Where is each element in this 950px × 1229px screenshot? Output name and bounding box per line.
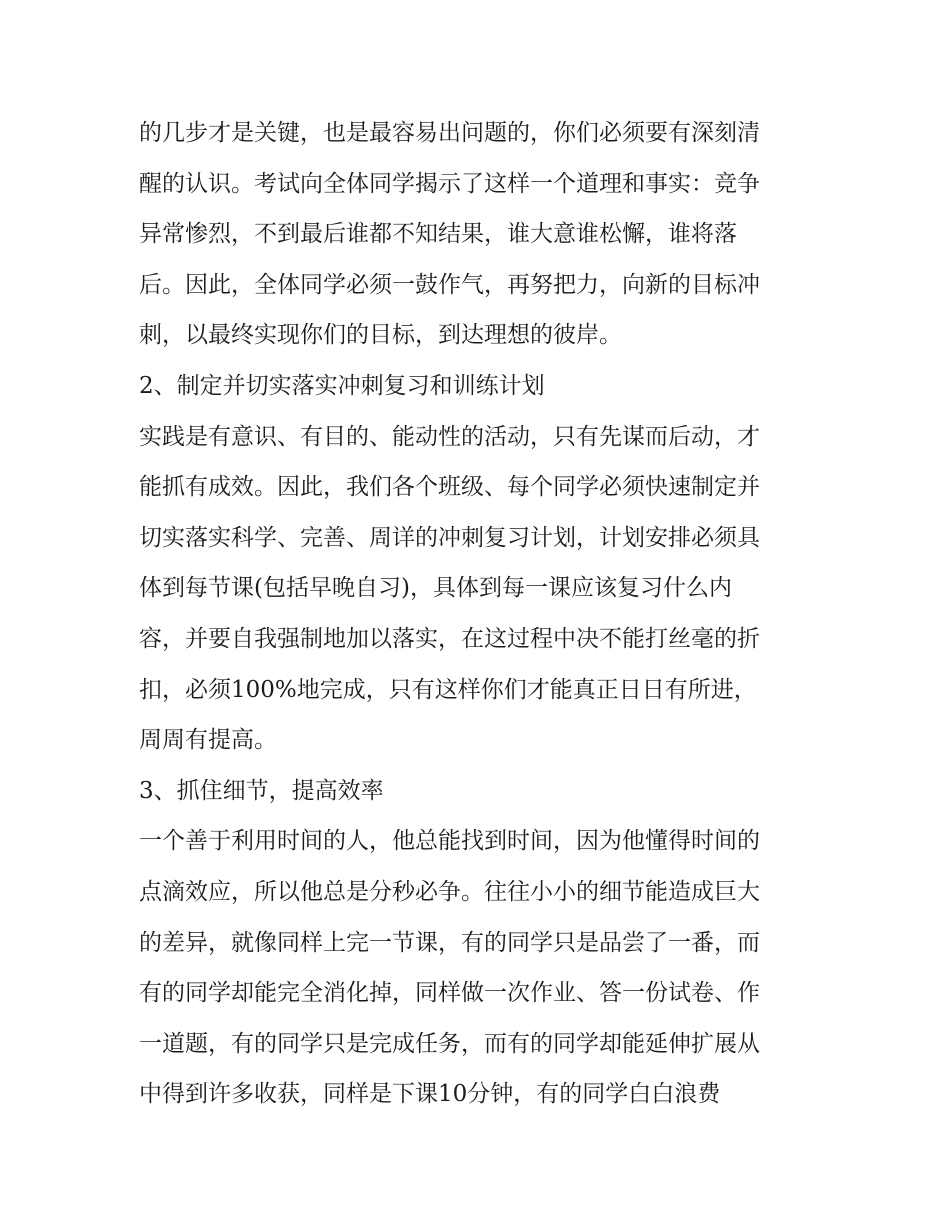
text-line: 一道题，有的同学只是完成任务，而有的同学却能延伸扩展从 bbox=[139, 1030, 760, 1057]
text-line: 醒的认识。考试向全体同学揭示了这样一个道理和事实：竞争 bbox=[139, 170, 760, 197]
text-line: 点滴效应，所以他总是分秒必争。往往小小的细节能造成巨大 bbox=[139, 878, 760, 905]
text-line: 实践是有意识、有目的、能动性的活动，只有先谋而后动，才 bbox=[139, 423, 760, 450]
text-line: 有的同学却能完全消化掉，同样做一次作业、答一份试卷、作 bbox=[139, 980, 760, 1007]
document-body bbox=[139, 108, 819, 1120]
text-line: 体到每节课(包括早晚自习)，具体到每一课应该复习什么内 bbox=[139, 575, 732, 602]
text-line: 一个善于利用时间的人，他总能找到时间，因为他懂得时间的 bbox=[139, 828, 760, 855]
text-line: 容，并要自我强制地加以落实，在这过程中决不能打丝毫的折 bbox=[139, 625, 760, 652]
text-line: 切实落实科学、完善、周详的冲刺复习计划，计划安排必须具 bbox=[139, 524, 760, 551]
section-heading-3: 3、抓住细节，提高效率 bbox=[139, 777, 384, 804]
text-line: 的差异，就像同样上完一节课，有的同学只是品尝了一番，而 bbox=[139, 929, 760, 956]
text-line: 的几步才是关键，也是最容易出问题的，你们必须要有深刻清 bbox=[139, 120, 760, 146]
text-line: 后。因此，全体同学必须一鼓作气，再努把力，向新的目标冲 bbox=[139, 271, 760, 298]
text-line: 能抓有成效。因此，我们各个班级、每个同学必须快速制定并 bbox=[139, 474, 760, 501]
section-heading-2: 2、制定并切实落实冲刺复习和训练计划 bbox=[139, 372, 545, 399]
text-line: 周周有提高。 bbox=[139, 727, 277, 754]
text-line: 中得到许多收获，同样是下课10分钟，有的同学白白浪费 bbox=[139, 1081, 721, 1108]
text-line: 刺，以最终实现你们的目标，到达理想的彼岸。 bbox=[139, 322, 622, 349]
text-line: 扣，必须100%地完成，只有这样你们才能真正日日有所进， bbox=[139, 676, 757, 703]
text-line: 异常惨烈，不到最后谁都不知结果，谁大意谁松懈，谁将落 bbox=[139, 221, 737, 248]
